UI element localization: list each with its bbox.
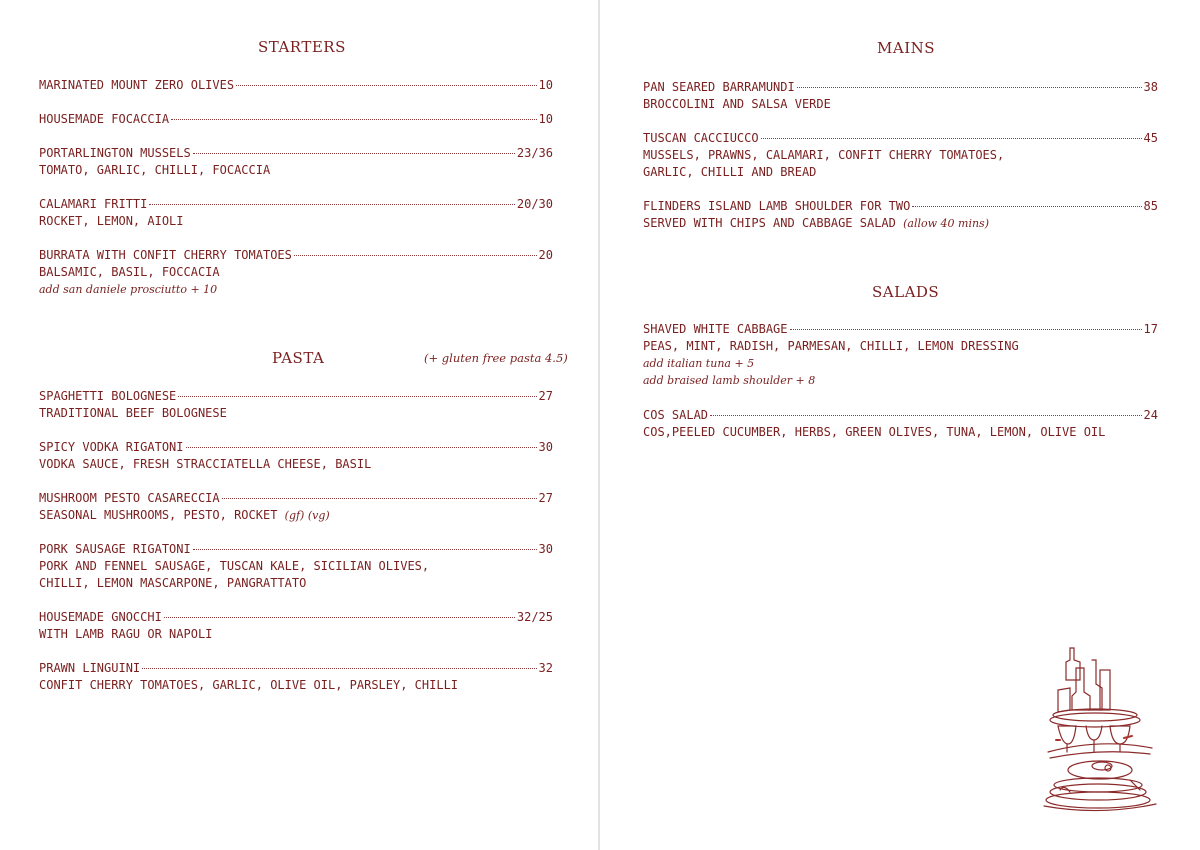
item-addon: add san daniele prosciutto + 10 bbox=[39, 283, 218, 296]
mains-heading: MAINS bbox=[877, 39, 936, 57]
item-description: CONFIT CHERRY TOMATOES, GARLIC, OLIVE OIL, PARSLEY, CHILLI bbox=[39, 678, 459, 692]
item-description: BALSAMIC, BASIL, FOCCACIA bbox=[39, 265, 220, 279]
item-description: PEAS, MINT, RADISH, PARMESAN, CHILLI, LEMON DRESSING bbox=[643, 339, 1019, 353]
item-price: 32/25 bbox=[516, 610, 553, 624]
pasta-note: (+ gluten free pasta 4.5) bbox=[424, 351, 568, 365]
item-price: 10 bbox=[538, 78, 553, 92]
dietary-note: (gf) (vg) bbox=[284, 509, 330, 522]
item-description bbox=[643, 215, 1158, 232]
pasta-heading: PASTA bbox=[272, 349, 325, 367]
item-price: 30 bbox=[538, 440, 553, 454]
item-description: BROCCOLINI AND SALSA VERDE bbox=[643, 97, 831, 111]
item-description: ROCKET, LEMON, AIOLI bbox=[39, 214, 184, 228]
item-price: 20 bbox=[538, 248, 553, 262]
menu-item bbox=[39, 660, 553, 694]
item-name: PRAWN LINGUINI bbox=[39, 661, 141, 675]
item-name: TUSCAN CACCIUCCO bbox=[643, 131, 759, 145]
item-description: WITH LAMB RAGU OR NAPOLI bbox=[39, 627, 213, 641]
dot-leader bbox=[149, 204, 515, 205]
dot-leader bbox=[294, 255, 537, 256]
item-price: 10 bbox=[538, 112, 553, 126]
item-price: 24 bbox=[1143, 408, 1158, 422]
item-name: HOUSEMADE FOCACCIA bbox=[39, 112, 170, 126]
menu-item bbox=[39, 111, 553, 128]
menu-item bbox=[39, 145, 553, 179]
dot-leader bbox=[193, 153, 515, 154]
item-name: PORTARLINGTON MUSSELS bbox=[39, 146, 191, 160]
menu-item bbox=[39, 609, 553, 643]
dot-leader bbox=[236, 85, 536, 86]
item-name: MARINATED MOUNT ZERO OLIVES bbox=[39, 78, 235, 92]
dot-leader bbox=[761, 138, 1142, 139]
item-description: COS,PEELED CUCUMBER, HERBS, GREEN OLIVES, TUNA, LEMON, OLIVE OIL bbox=[643, 425, 1106, 439]
menu-item bbox=[39, 541, 553, 592]
menu-item bbox=[39, 77, 553, 94]
item-name: COS SALAD bbox=[643, 408, 709, 422]
item-name: SHAVED WHITE CABBAGE bbox=[643, 322, 788, 336]
time-note: (allow 40 mins) bbox=[903, 217, 989, 230]
left-page bbox=[0, 0, 598, 850]
item-description: PORK AND FENNEL SAUSAGE, TUSCAN KALE, SICILIAN OLIVES, bbox=[39, 559, 430, 573]
item-description: MUSSELS, PRAWNS, CALAMARI, CONFIT CHERRY TOMATOES, bbox=[643, 148, 1005, 162]
item-price: 27 bbox=[538, 491, 553, 505]
dot-leader bbox=[171, 119, 537, 120]
dot-leader bbox=[797, 87, 1142, 88]
item-price: 23/36 bbox=[516, 146, 553, 160]
item-name: PORK SAUSAGE RIGATONI bbox=[39, 542, 191, 556]
dot-leader bbox=[222, 498, 537, 499]
item-price: 20/30 bbox=[516, 197, 553, 211]
item-name: BURRATA WITH CONFIT CHERRY TOMATOES bbox=[39, 248, 292, 262]
menu-item bbox=[643, 79, 1158, 113]
item-description bbox=[39, 507, 553, 524]
dot-leader bbox=[142, 668, 536, 669]
item-description-text: SEASONAL MUSHROOMS, PESTO, ROCKET bbox=[39, 508, 278, 522]
item-price: 27 bbox=[538, 389, 553, 403]
menu-item bbox=[39, 388, 553, 422]
menu-item bbox=[39, 439, 553, 473]
item-name: MUSHROOM PESTO CASARECCIA bbox=[39, 491, 220, 505]
item-description: VODKA SAUCE, FRESH STRACCIATELLA CHEESE, BASIL bbox=[39, 457, 372, 471]
item-name: HOUSEMADE GNOCCHI bbox=[39, 610, 162, 624]
dot-leader bbox=[912, 206, 1141, 207]
menu-item bbox=[643, 198, 1158, 232]
item-price: 32 bbox=[538, 661, 553, 675]
menu-item bbox=[39, 247, 553, 298]
item-name: PAN SEARED BARRAMUNDI bbox=[643, 80, 795, 94]
starters-heading: STARTERS bbox=[258, 38, 346, 56]
menu-item bbox=[39, 490, 553, 524]
dot-leader bbox=[790, 329, 1142, 330]
item-price: 17 bbox=[1143, 322, 1158, 336]
item-price: 45 bbox=[1143, 131, 1158, 145]
salads-heading: SALADS bbox=[872, 283, 940, 301]
item-description-line2: CHILLI, LEMON MASCARPONE, PANGRATTATO bbox=[39, 576, 307, 590]
dot-leader bbox=[164, 617, 515, 618]
menu-item bbox=[643, 407, 1158, 441]
item-name: FLINDERS ISLAND LAMB SHOULDER FOR TWO bbox=[643, 199, 911, 213]
item-description-line2: GARLIC, CHILLI AND BREAD bbox=[643, 165, 817, 179]
item-name: CALAMARI FRITTI bbox=[39, 197, 148, 211]
menu-item bbox=[643, 321, 1158, 389]
dot-leader bbox=[178, 396, 536, 397]
dot-leader bbox=[193, 549, 537, 550]
item-price: 30 bbox=[538, 542, 553, 556]
item-price: 85 bbox=[1143, 199, 1158, 213]
item-addon: add braised lamb shoulder + 8 bbox=[643, 374, 816, 387]
dot-leader bbox=[710, 415, 1142, 416]
item-addon: add italian tuna + 5 bbox=[643, 357, 755, 370]
item-name: SPAGHETTI BOLOGNESE bbox=[39, 389, 177, 403]
item-name: SPICY VODKA RIGATONI bbox=[39, 440, 184, 454]
item-price: 38 bbox=[1143, 80, 1158, 94]
stacked-plates-illustration bbox=[1040, 640, 1160, 815]
dot-leader bbox=[186, 447, 537, 448]
item-description-text: SERVED WITH CHIPS AND CABBAGE SALAD bbox=[643, 216, 896, 230]
menu-item bbox=[39, 196, 553, 230]
item-description: TOMATO, GARLIC, CHILLI, FOCACCIA bbox=[39, 163, 271, 177]
page-fold bbox=[598, 0, 600, 850]
menu-item bbox=[643, 130, 1158, 181]
item-description: TRADITIONAL BEEF BOLOGNESE bbox=[39, 406, 227, 420]
